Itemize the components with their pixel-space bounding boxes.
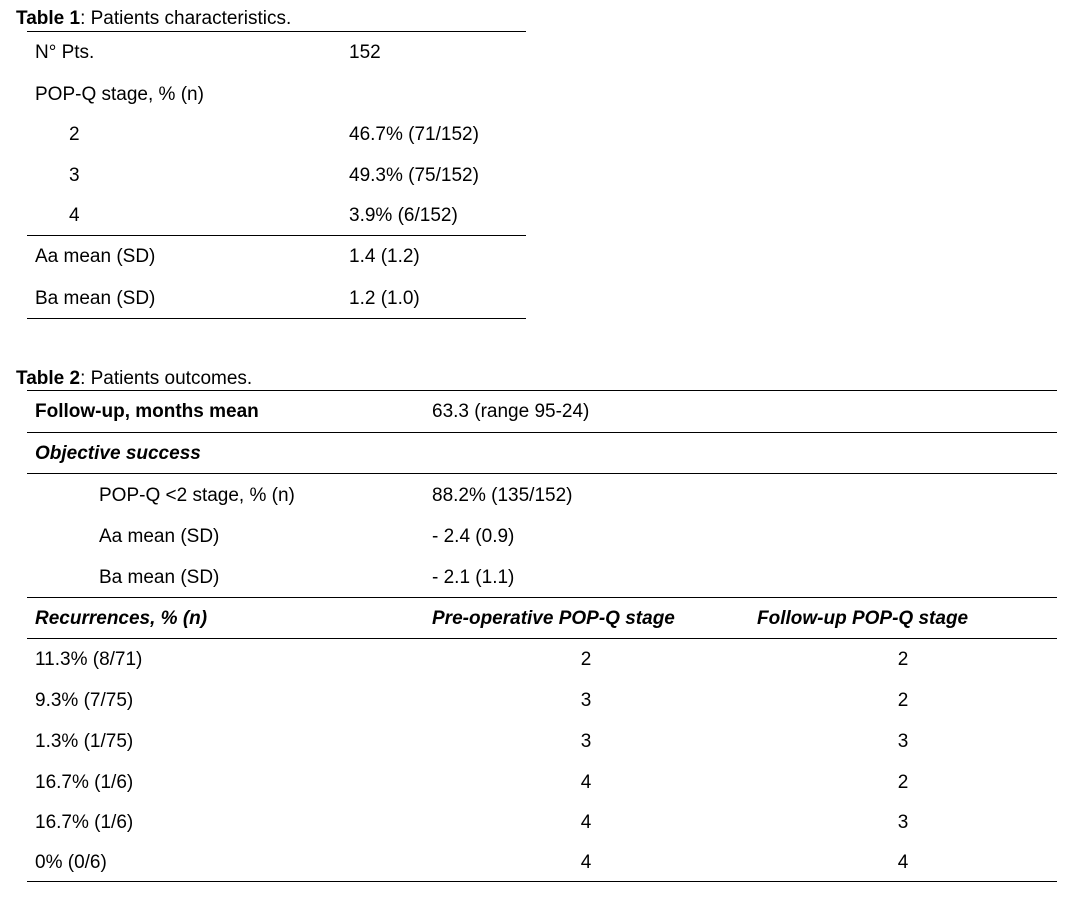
recurrence-row-3-pct: 1.3% (1/75) xyxy=(35,731,134,752)
table1-stage2-value: 46.7% (71/152) xyxy=(349,124,479,145)
table1-aa-value: 1.4 (1.2) xyxy=(349,246,420,267)
table1-top-rule xyxy=(27,31,526,32)
table1-popq-header: POP-Q stage, % (n) xyxy=(35,84,204,105)
table1-caption-text: : Patients characteristics. xyxy=(80,8,292,29)
recurrence-row-1-follow: 2 xyxy=(897,649,909,670)
recurrence-row-6-pct: 0% (0/6) xyxy=(35,852,107,873)
table2-ba-value: - 2.1 (1.1) xyxy=(432,567,515,588)
table2-aa-label: Aa mean (SD) xyxy=(99,526,220,547)
table1-ba-label: Ba mean (SD) xyxy=(35,288,156,309)
recurrence-row-1-pct: 11.3% (8/71) xyxy=(35,649,143,670)
table2-followup-value: 63.3 (range 95-24) xyxy=(432,401,590,422)
recurrence-row-1-pre: 2 xyxy=(580,649,592,670)
table1-stage4-value: 3.9% (6/152) xyxy=(349,205,458,226)
recurrence-row-4-pre: 4 xyxy=(580,772,592,793)
table2-rule-4 xyxy=(27,638,1057,639)
table1-stage3-value: 49.3% (75/152) xyxy=(349,165,479,186)
table2-popq-lt2-label: POP-Q <2 stage, % (n) xyxy=(99,485,295,506)
table2-rule-2 xyxy=(27,473,1057,474)
table1-stage2-label: 2 xyxy=(69,124,80,145)
table1-ba-value: 1.2 (1.0) xyxy=(349,288,420,309)
table1-npts-value: 152 xyxy=(349,42,381,63)
recurrence-row-4-pct: 16.7% (1/6) xyxy=(35,772,134,793)
table2-ba-label: Ba mean (SD) xyxy=(99,567,220,588)
recurrence-row-6-follow: 4 xyxy=(897,852,909,873)
table2-bottom-rule xyxy=(27,881,1057,882)
recurrence-row-6-pre: 4 xyxy=(580,852,592,873)
table1-npts-label: N° Pts. xyxy=(35,42,95,63)
recurrence-row-5-pre: 4 xyxy=(580,812,592,833)
table2-aa-value: - 2.4 (0.9) xyxy=(432,526,515,547)
table2-caption-text: : Patients outcomes. xyxy=(80,368,253,389)
recurrence-row-2-pct: 9.3% (7/75) xyxy=(35,690,134,711)
recurrence-row-5-pct: 16.7% (1/6) xyxy=(35,812,134,833)
table2-objective-success-label: Objective success xyxy=(35,443,201,464)
table2-recurrence-header-follow: Follow-up POP-Q stage xyxy=(757,608,969,629)
table2-caption-label: Table 2 xyxy=(16,368,81,389)
table2-recurrence-header-pct: Recurrences, % (n) xyxy=(35,608,208,629)
table1-bottom-rule xyxy=(27,318,526,319)
table2-caption xyxy=(16,368,252,390)
table2-rule-1 xyxy=(27,432,1057,433)
table1-mid-rule xyxy=(27,235,526,236)
table2-popq-lt2-value: 88.2% (135/152) xyxy=(432,485,573,506)
recurrence-row-4-follow: 2 xyxy=(897,772,909,793)
recurrence-row-2-pre: 3 xyxy=(580,690,592,711)
table2-followup-label: Follow-up, months mean xyxy=(35,401,259,422)
table2-recurrence-header-pre: Pre-operative POP-Q stage xyxy=(432,608,675,629)
table1-aa-label: Aa mean (SD) xyxy=(35,246,156,267)
recurrence-row-3-pre: 3 xyxy=(580,731,592,752)
table1-caption xyxy=(16,8,291,30)
recurrence-row-5-follow: 3 xyxy=(897,812,909,833)
table1-stage4-label: 4 xyxy=(69,205,80,226)
recurrence-row-2-follow: 2 xyxy=(897,690,909,711)
recurrence-row-3-follow: 3 xyxy=(897,731,909,752)
table2-rule-3 xyxy=(27,597,1057,598)
table2-top-rule xyxy=(27,390,1057,391)
table1-caption-label: Table 1 xyxy=(16,8,81,29)
table1-stage3-label: 3 xyxy=(69,165,80,186)
